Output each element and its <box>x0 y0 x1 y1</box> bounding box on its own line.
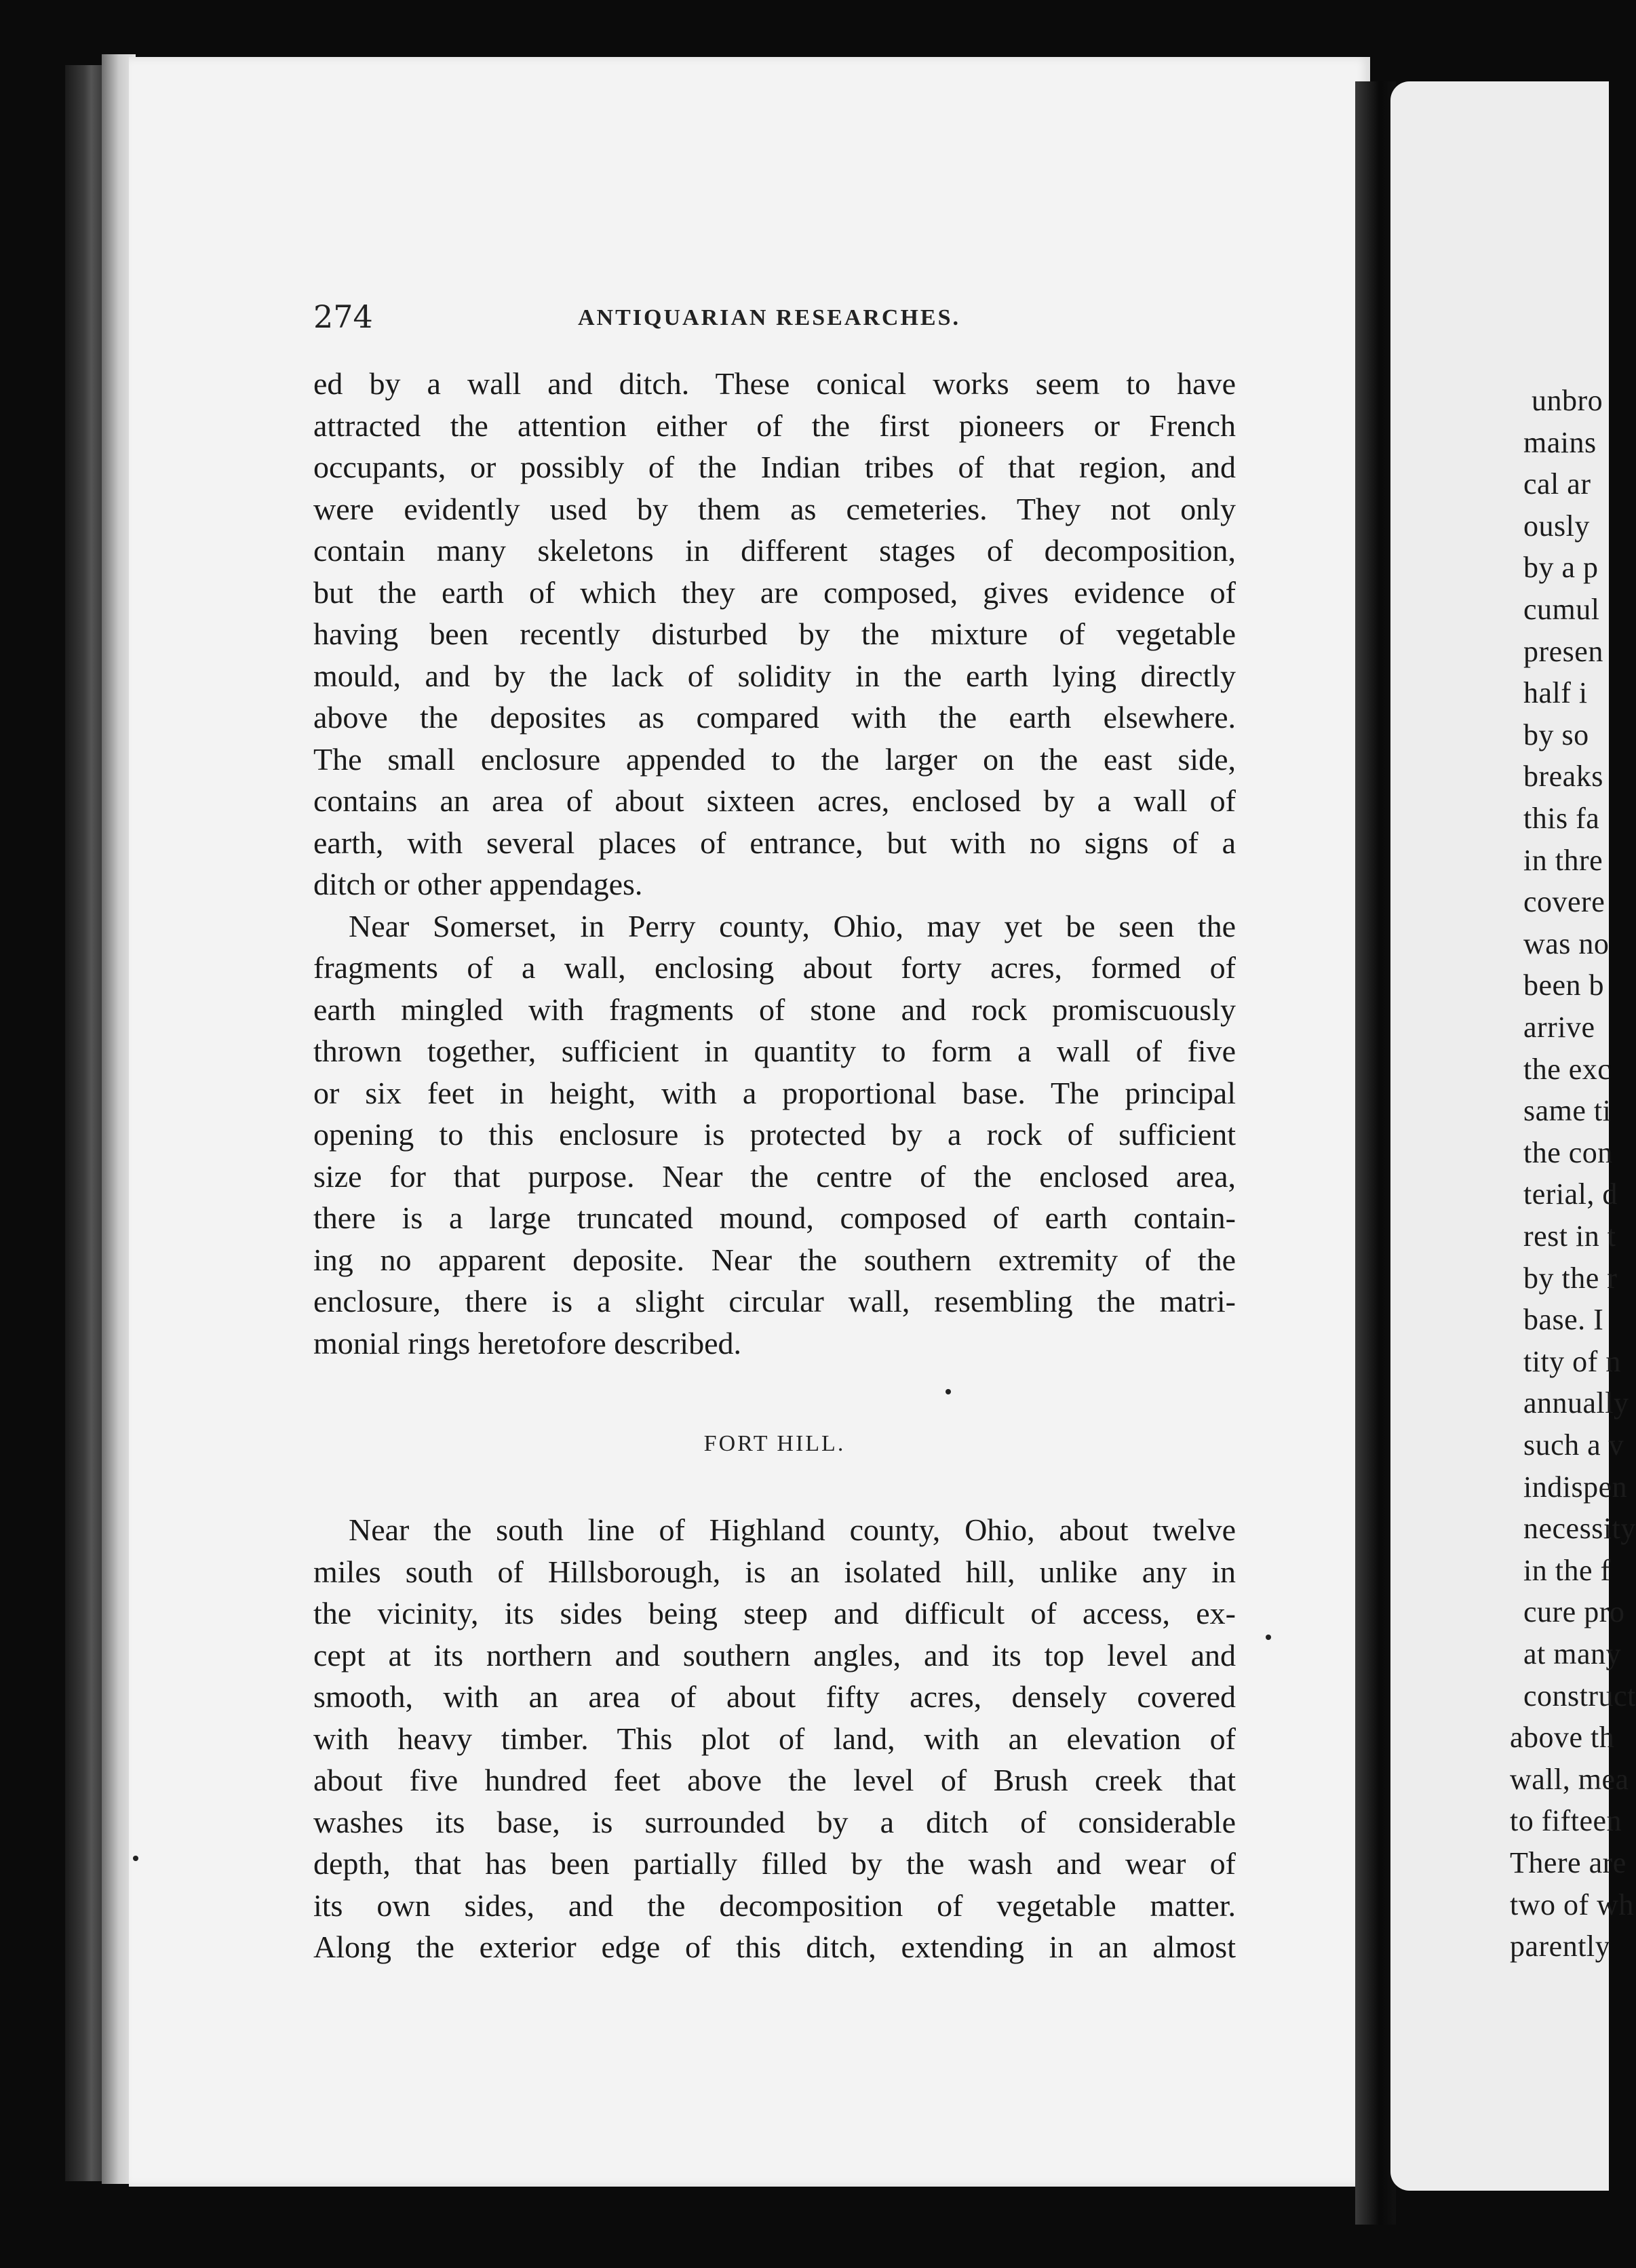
facing-page-line: in the f <box>1523 1553 1611 1587</box>
text-line: depth, that has been partially filled by the wash and wear of <box>313 1846 1236 1881</box>
facing-page-line: ously <box>1523 509 1590 543</box>
paragraph-continued <box>313 363 1236 905</box>
running-head: ANTIQUARIAN RESEARCHES. <box>578 305 960 330</box>
text-line: cept at its northern and southern angles, and its top level and <box>313 1637 1236 1673</box>
text-line: miles south of Hillsborough, is an isolated hill, unlike any in <box>313 1554 1236 1589</box>
text-line: occupants, or possibly of the Indian tribes of that region, and <box>313 450 1236 484</box>
facing-page-line: two of wh <box>1510 1888 1634 1921</box>
text-line: smooth, with an area of about fifty acres, densely covered <box>313 1679 1236 1714</box>
facing-page-line: same ti <box>1523 1094 1612 1128</box>
text-line: with heavy timber. This plot of land, with an elevation of <box>313 1721 1236 1756</box>
text-line: thrown together, sufficient in quantity to form a wall of five <box>313 1034 1236 1068</box>
text-line: having been recently disturbed by the mixture of vegetable <box>313 617 1236 651</box>
text-line: the vicinity, its sides being steep and difficult of access, ex- <box>313 1596 1236 1630</box>
facing-page-line: the exc <box>1523 1052 1612 1086</box>
facing-page-line: covere <box>1523 885 1605 919</box>
facing-page-line: There are <box>1510 1846 1627 1879</box>
facing-page <box>1390 81 1636 2191</box>
text-line: earth mingled with fragments of stone and rock promiscuously <box>313 992 1236 1027</box>
text-line: earth, with several places of entrance, but with no signs of a <box>313 825 1236 860</box>
text-line: opening to this enclosure is protected by a rock of sufficient <box>313 1117 1236 1152</box>
text-line: contain many skeletons in different stages of decomposition, <box>313 533 1236 568</box>
facing-page-line: annually <box>1523 1386 1629 1420</box>
text-line: Near Somerset, in Perry county, Ohio, may yet be seen the <box>349 908 1236 943</box>
facing-page-line: above th <box>1510 1721 1615 1755</box>
facing-page-line: presen <box>1523 634 1603 668</box>
text-line: were evidently used by them as cemeteries. They not only <box>313 491 1236 526</box>
print-speck <box>1266 1635 1271 1640</box>
facing-page-line: terial, d <box>1523 1177 1618 1211</box>
facing-page-line: been b <box>1523 969 1605 1002</box>
facing-page-line: cure pro <box>1523 1595 1625 1629</box>
text-line: ing no apparent deposite. Near the southern extremity of the <box>313 1242 1236 1277</box>
text-line: mould, and by the lack of solidity in the earth lying directly <box>313 658 1236 693</box>
print-speck <box>133 1856 138 1861</box>
paragraph-somerset <box>313 905 1236 1365</box>
facing-page-line: breaks <box>1523 760 1603 794</box>
facing-page-line: cumul <box>1523 593 1600 626</box>
facing-page-line: to fifteen <box>1510 1804 1622 1838</box>
facing-page-line: by the r <box>1523 1261 1618 1295</box>
facing-page-line: rest in t <box>1523 1219 1616 1253</box>
facing-page-line: such a v <box>1523 1428 1624 1462</box>
facing-page-line: wall, mea <box>1510 1762 1629 1796</box>
facing-page-line: by a p <box>1523 551 1599 585</box>
text-line: but the earth of which they are composed, gives evidence of <box>313 574 1236 610</box>
facing-page-line: by so <box>1523 718 1589 751</box>
facing-page-line: necessity <box>1523 1512 1636 1546</box>
facing-page-line: at many <box>1523 1637 1622 1670</box>
text-line: size for that purpose. Near the centre of the enclosed area, <box>313 1158 1236 1194</box>
facing-page-line: the con <box>1523 1135 1613 1169</box>
facing-page-line: construct <box>1523 1679 1636 1713</box>
facing-page-line: arrive <box>1523 1011 1595 1044</box>
text-line: washes its base, is surrounded by a ditch of considerable <box>313 1804 1236 1839</box>
text-line: Near the south line of Highland county, Ohio, about twelve <box>349 1512 1236 1547</box>
section-heading: FORT HILL. <box>703 1431 846 1456</box>
text-line: contains an area of about sixteen acres, enclosed by a wall of <box>313 783 1236 818</box>
page-number: 274 <box>313 298 373 335</box>
facing-page-line: unbro <box>1532 384 1603 417</box>
text-line: above the deposites as compared with the earth elsewhere. <box>313 700 1236 735</box>
text-line: there is a large truncated mound, composed of earth contain- <box>313 1200 1236 1235</box>
body-text-upper <box>313 363 1236 1364</box>
facing-page-line: base. I <box>1523 1303 1604 1337</box>
text-line: Along the exterior edge of this ditch, extending in an almost <box>313 1930 1236 1964</box>
text-line: The small enclosure appended to the larger on the east side, <box>313 741 1236 777</box>
text-line: ed by a wall and ditch. These conical works seem to have <box>313 366 1236 401</box>
facing-page-line: parently <box>1510 1930 1611 1963</box>
page-header <box>313 298 1236 339</box>
text-line: ditch or other appendages. <box>313 867 643 901</box>
facing-page-line: mains <box>1523 425 1597 459</box>
gutter-shadow <box>1355 81 1396 2225</box>
facing-page-line: in thre <box>1523 843 1603 877</box>
text-line: fragments of a wall, enclosing about forty acres, formed of <box>313 950 1236 985</box>
paragraph-fort-hill <box>313 1509 1236 1968</box>
text-line: monial rings heretofore described. <box>313 1325 741 1361</box>
print-speck <box>946 1389 951 1394</box>
text-line: about five hundred feet above the level of Brush creek that <box>313 1763 1236 1797</box>
text-line: attracted the attention either of the first pioneers or French <box>313 408 1236 443</box>
facing-page-line: was no <box>1523 926 1610 960</box>
text-line: or six feet in height, with a proportional base. The principal <box>313 1075 1236 1110</box>
facing-page-line: cal ar <box>1523 467 1591 501</box>
facing-page-line: half i <box>1523 676 1588 710</box>
facing-page-line: tity of n <box>1523 1344 1621 1378</box>
text-line: enclosure, there is a slight circular wall, resembling the matri- <box>313 1284 1236 1318</box>
facing-page-line: this fa <box>1523 802 1600 835</box>
facing-page-line: indispen <box>1523 1470 1628 1504</box>
text-line: its own sides, and the decomposition of vegetable matter. <box>313 1888 1236 1923</box>
